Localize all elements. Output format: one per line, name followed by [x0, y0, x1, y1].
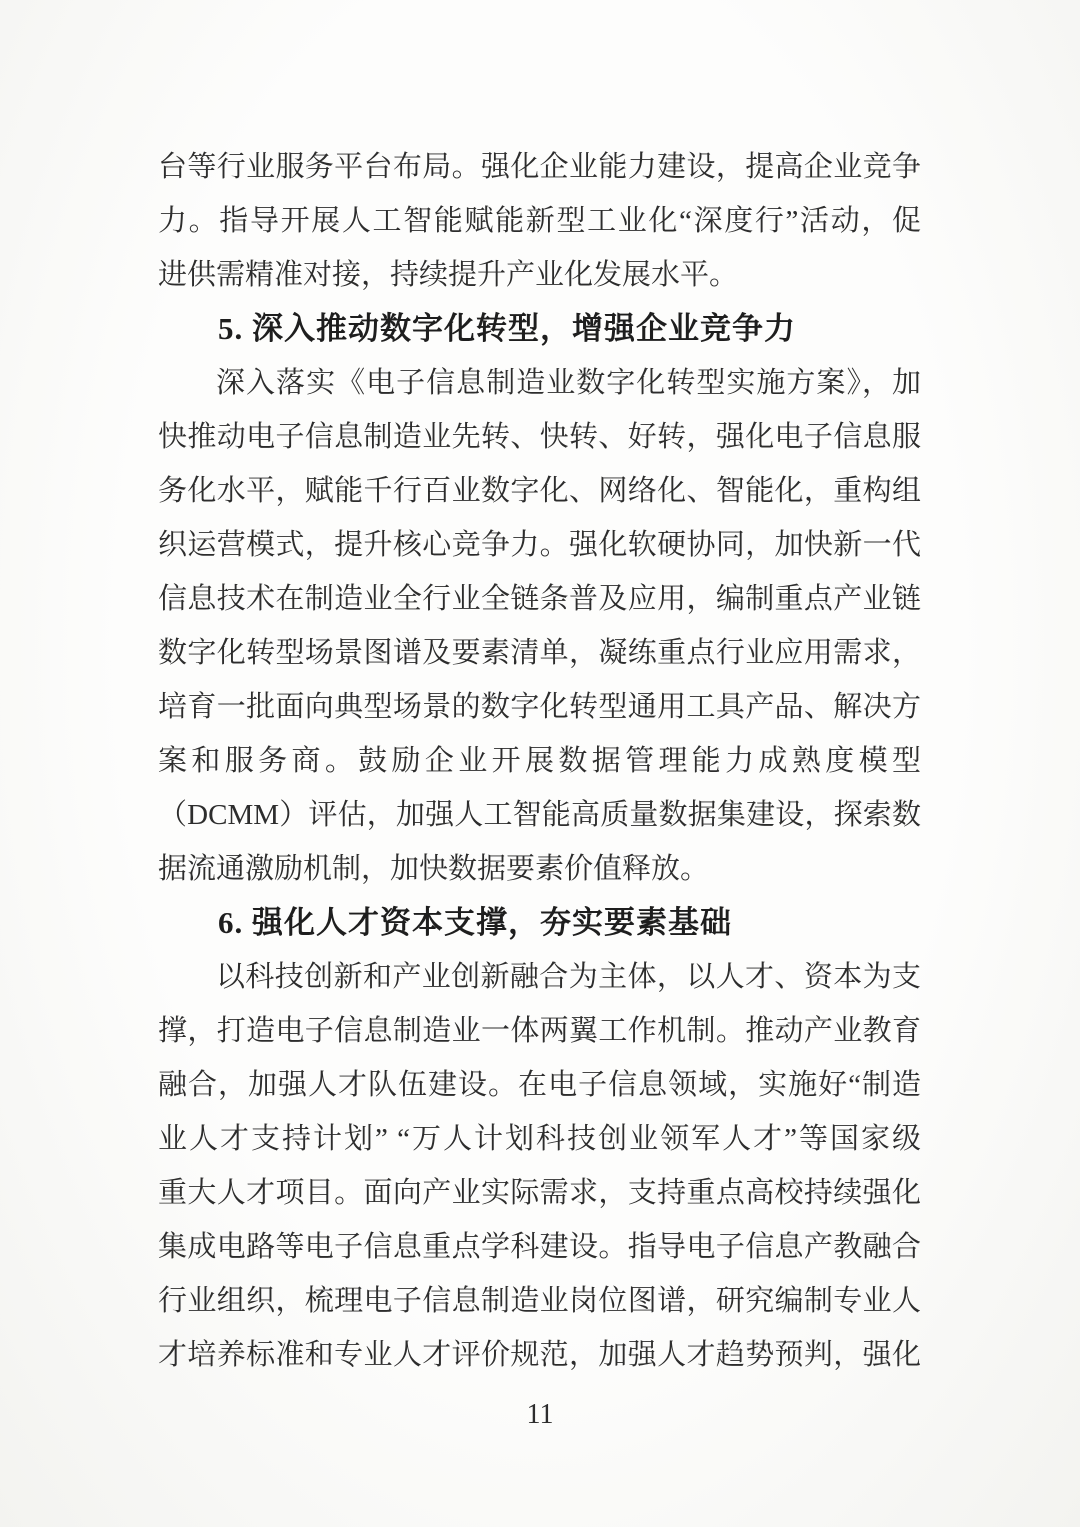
text-line: 力。指导开展人工智能赋能新型工业化“深度行”活动，促: [158, 205, 921, 237]
section-5-heading: 5. 深入推动数字化转型，增强企业竞争力: [218, 311, 796, 346]
text-line: 撑，打造电子信息制造业一体两翼工作机制。推动产业教育: [158, 1015, 921, 1047]
text-line: 信息技术在制造业全行业全链条普及应用，编制重点产业链: [158, 583, 921, 615]
page-number: 11: [526, 1399, 554, 1430]
text-line: 数字化转型场景图谱及要素清单，凝练重点行业应用需求，: [158, 637, 921, 669]
text-line: 行业组织，梳理电子信息制造业岗位图谱，研究编制专业人: [158, 1285, 921, 1317]
text-line: 台等行业服务平台布局。强化企业能力建设，提高企业竞争: [158, 151, 921, 183]
text-line: 织运营模式，提升核心竞争力。强化软硬协同，加快新一代: [158, 529, 921, 561]
text-line: 据流通激励机制，加快数据要素价值释放。: [158, 853, 710, 885]
text-line: 务化水平，赋能千行百业数字化、网络化、智能化，重构组: [158, 475, 921, 507]
text-line: 融合，加强人才队伍建设。在电子信息领域，实施好“制造: [158, 1069, 921, 1101]
document-body: [158, 140, 921, 1382]
text-line: 培育一批面向典型场景的数字化转型通用工具产品、解决方: [158, 691, 921, 723]
text-line: 重大人才项目。面向产业实际需求，支持重点高校持续强化: [158, 1177, 921, 1209]
text-line: 才培养标准和专业人才评价规范，加强人才趋势预判，强化: [158, 1339, 921, 1371]
text-line: 以科技创新和产业创新融合为主体，以人才、资本为支: [216, 961, 921, 993]
text-line: 深入落实《电子信息制造业数字化转型实施方案》，加: [216, 367, 921, 399]
text-line: 快推动电子信息制造业先转、快转、好转，强化电子信息服: [158, 421, 921, 453]
section-6-heading: 6. 强化人才资本支撑，夯实要素基础: [218, 905, 732, 940]
text-line: 业人才支持计划” “万人计划科技创业领军人才”等国家级: [158, 1123, 921, 1155]
text-line: 集成电路等电子信息重点学科建设。指导电子信息产教融合: [158, 1231, 921, 1263]
text-line: 案和服务商。鼓励企业开展数据管理能力成熟度模型: [158, 745, 921, 777]
text-line: （DCMM）评估，加强人工智能高质量数据集建设，探索数: [158, 799, 921, 831]
text-line: 进供需精准对接，持续提升产业化发展水平。: [158, 259, 739, 291]
